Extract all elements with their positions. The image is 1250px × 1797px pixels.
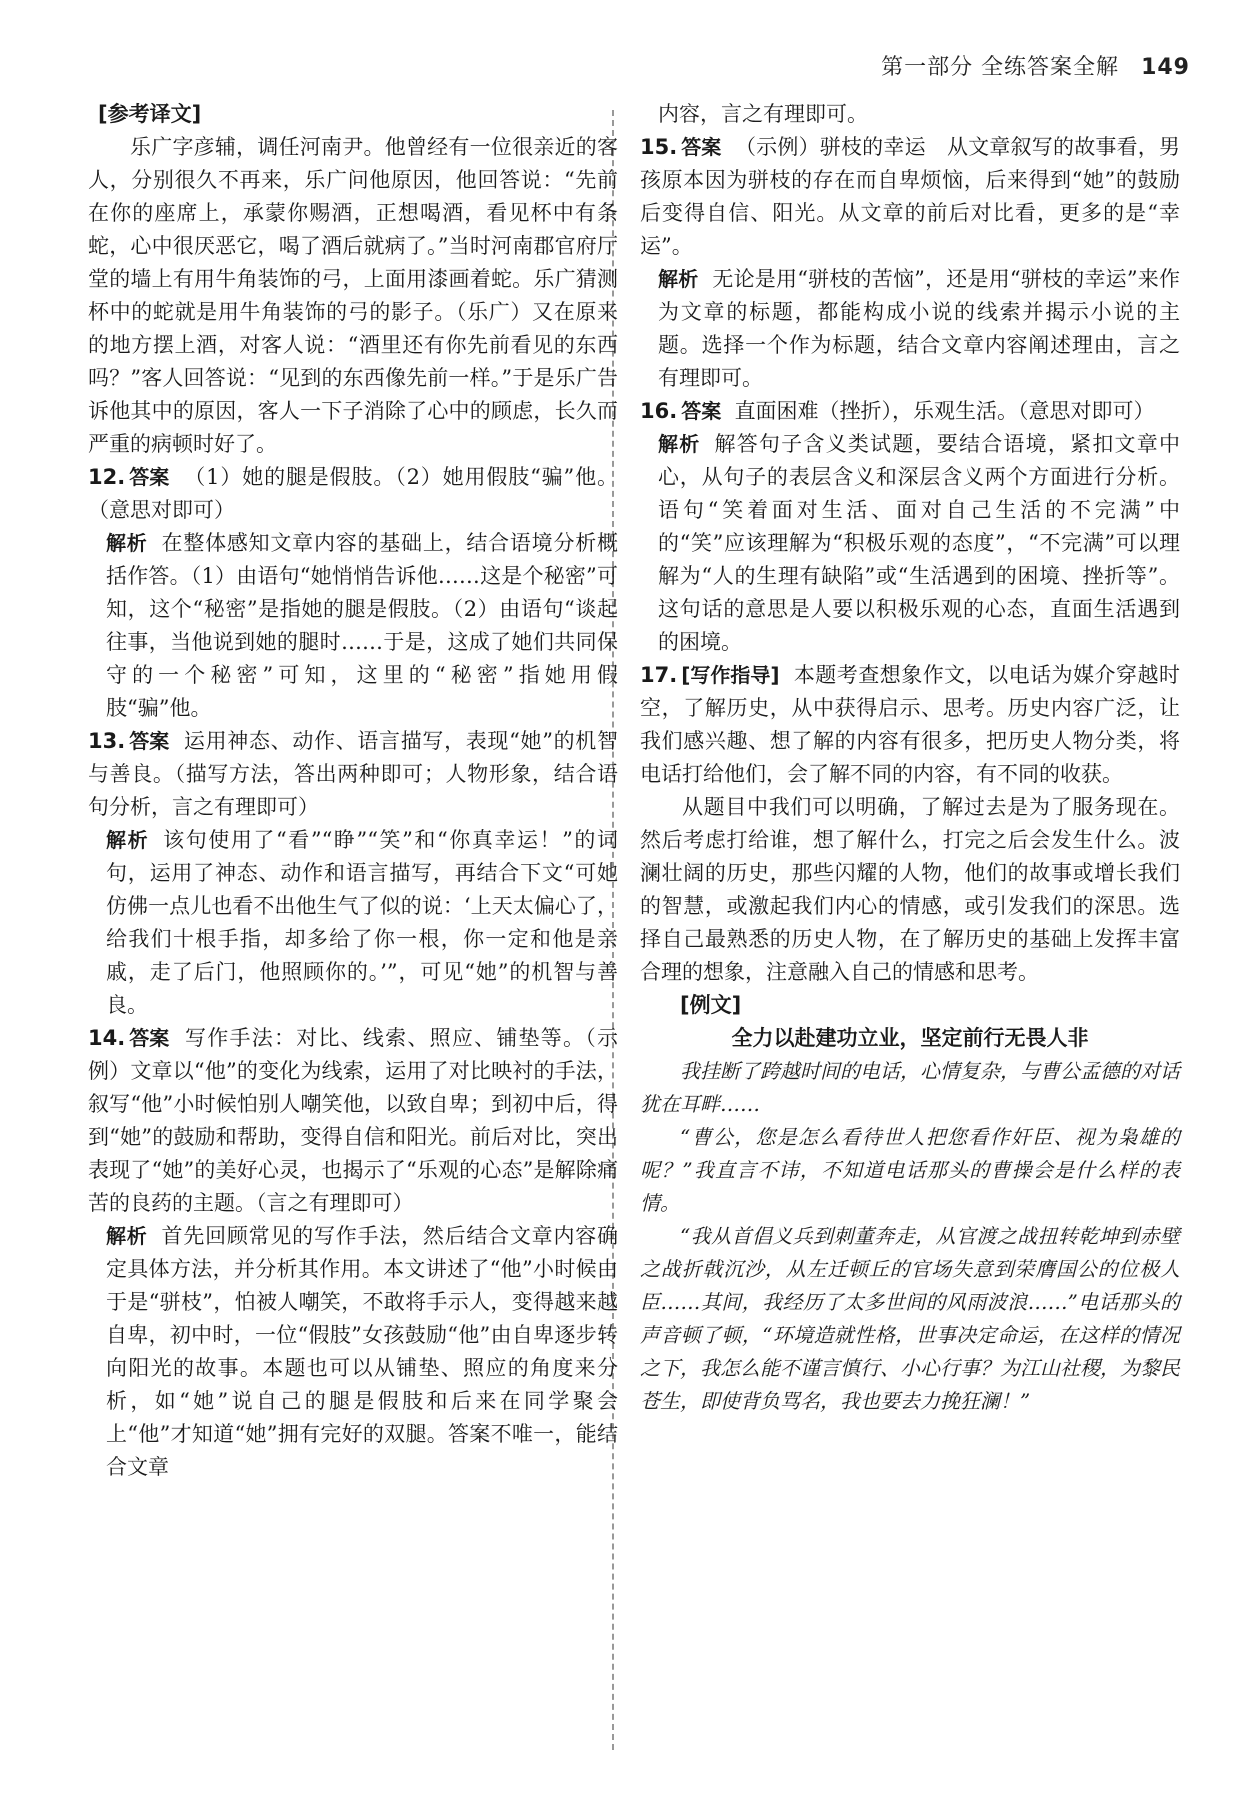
analysis-text: 在整体感知文章内容的基础上，结合语境分析概括作答。（1）由语句“她悄悄告诉他……这是个秘密”可知，这个“秘密”是指她的腿是假肢。（2）由语句“谈起往事，当他说到她的腿时……于是，这成了她们共同保守的一个秘密”可知，这里的“秘密”指她用假肢“骗”他。 xyxy=(106,531,618,720)
question-13-analysis xyxy=(88,824,618,1022)
question-number: 12. xyxy=(88,465,126,489)
analysis-text: 无论是用“骈枝的苦恼”，还是用“骈枝的幸运”来作为文章的标题，都能构成小说的线索并揭示小说的主题。选择一个作为标题，结合文章内容阐述理由，言之有理即可。 xyxy=(658,267,1180,390)
answer-text: 直面困难（挫折），乐观生活。（意思对即可） xyxy=(734,399,1155,423)
answer-text: （1）她的腿是假肢。（2）她用假肢“骗”他。（意思对即可） xyxy=(88,465,618,522)
analysis-label: 解析 xyxy=(658,267,699,291)
answer-label: 答案 xyxy=(681,399,722,423)
question-number: 15. xyxy=(640,135,678,159)
reference-translation-text: 乐广字彦辅，调任河南尹。他曾经有一位很亲近的客人，分别很久不再来，乐广问他原因，他回答说：“先前在你的座席上，承蒙你赐酒，正想喝酒，看见杯中有条蛇，心中很厌恶它，喝了酒后就病了。”当时河南郡官府厅堂的墙上有用牛角装饰的弓，上面用漆画着蛇。乐广猜测杯中的蛇就是用牛角装饰的弓的影子。（乐广）又在原来的地方摆上酒，对客人说：“酒里还有你先前看见的东西吗？”客人回答说：“见到的东西像先前一样。”于是乐广告诉他其中的原因，客人一下子消除了心中的顾虑，长久而严重的病顿时好了。 xyxy=(88,135,618,456)
example-essay-paragraph-1: 我挂断了跨越时间的电话，心情复杂，与曹公孟德的对话犹在耳畔…… xyxy=(640,1059,1180,1116)
answer-label: 答案 xyxy=(129,729,170,753)
example-essay-paragraph-2: “曹公，您是怎么看待世人把您看作奸臣、视为枭雄的呢？”我直言不讳，不知道电话那头的曹操会是什么样的表情。 xyxy=(640,1125,1180,1215)
question-12-analysis xyxy=(88,527,618,725)
question-13-answer xyxy=(88,725,618,824)
right-column xyxy=(640,98,1180,1418)
answer-label: 答案 xyxy=(129,1026,170,1050)
question-14-answer xyxy=(88,1022,618,1220)
analysis-label: 解析 xyxy=(106,1224,148,1248)
continued-text: 内容，言之有理即可。 xyxy=(658,102,868,126)
question-15-analysis xyxy=(640,263,1180,395)
question-15-answer xyxy=(640,131,1180,263)
header-section: 第一部分 全练答案全解 xyxy=(881,55,1120,80)
question-14-analysis xyxy=(88,1220,618,1484)
answer-text: 运用神态、动作、语言描写，表现“她”的机智与善良。（描写方法，答出两种即可；人物形象，结合语句分析，言之有理即可） xyxy=(88,729,618,819)
analysis-label: 解析 xyxy=(106,828,150,852)
example-essay-title: 全力以赴建功立业，坚定前行无畏人非 xyxy=(731,1026,1089,1050)
example-essay-label: [例文] xyxy=(680,993,742,1017)
question-number: 16. xyxy=(640,399,678,423)
reference-translation-title: [参考译文] xyxy=(98,102,202,126)
page-header xyxy=(881,50,1190,81)
analysis-text: 解答句子含义类试题，要结合语境，紧扣文章中心，从句子的表层含义和深层含义两个方面进行分析。语句“笑着面对生活、面对自己生活的不完满”中的“笑”应该理解为“积极乐观的态度”，“不完满”可以理解为“人的生理有缺陷”或“生活遇到的困境、挫折等”。这句话的意思是人要以积极乐观的心态，直面生活遇到的困境。 xyxy=(658,432,1181,654)
question-number: 13. xyxy=(88,729,126,753)
question-12-answer xyxy=(88,461,618,527)
analysis-label: 解析 xyxy=(658,432,701,456)
writing-guide-text-2: 从题目中我们可以明确，了解过去是为了服务现在。然后考虑打给谁，想了解什么，打完之后会发生什么。波澜壮阔的历史，那些闪耀的人物，他们的故事或增长我们的智慧，或激起我们内心的情感，或引发我们的深思。选择自己最熟悉的历史人物，在了解历史的基础上发挥丰富合理的想象，注意融入自己的情感和思考。 xyxy=(640,795,1180,984)
answer-text: 写作手法：对比、线索、照应、铺垫等。（示例）文章以“他”的变化为线索，运用了对比映衬的手法，叙写“他”小时候怕别人嘲笑他，以致自卑；到初中后，得到“她”的鼓励和帮助，变得自信和阳光。前后对比，突出表现了“她”的美好心灵，也揭示了“乐观的心态”是解除痛苦的良药的主题。（言之有理即可） xyxy=(88,1026,618,1215)
writing-guide-label: [写作指导] xyxy=(681,663,780,687)
writing-guide-text: 本题考查想象作文，以电话为媒介穿越时空，了解历史，从中获得启示、思考。历史内容广泛，让我们感兴趣、想了解的内容有很多，把历史人物分类，将电话打给他们，会了解不同的内容，有不同的收获。 xyxy=(640,663,1181,786)
left-column xyxy=(88,98,618,1484)
question-number: 14. xyxy=(88,1026,126,1050)
question-number: 17. xyxy=(640,663,678,687)
answer-text: （示例）骈枝的幸运 从文章叙写的故事看，男孩原本因为骈枝的存在而自卑烦恼，后来得到“她”的鼓励后变得自信、阳光。从文章的前后对比看，更多的是“幸运”。 xyxy=(640,135,1181,258)
page-number: 149 xyxy=(1141,55,1190,80)
analysis-text: 该句使用了“看”“睁”“笑”和“你真幸运！”的词句，运用了神态、动作和语言描写，再结合下文“可她仿佛一点儿也看不出他生气了似的说：‘上天太偏心了，给我们十根手指，却多给了你一根，你一定和他是亲戚，走了后门，他照顾你的。’”，可见“她”的机智与善良。 xyxy=(106,828,618,1017)
example-essay-paragraph-3: “我从首倡义兵到刺董奔走，从官渡之战扭转乾坤到赤壁之战折戟沉沙，从左迁顿丘的官场失意到荣膺国公的位极人臣……其间，我经历了太多世间的风雨波浪……”电话那头的声音顿了顿，“环境造就性格，世事决定命运，在这样的情况之下，我怎么能不谨言慎行、小心行事？为江山社稷，为黎民苍生，即使背负骂名，我也要去力挽狂澜！” xyxy=(640,1224,1180,1413)
answer-label: 答案 xyxy=(681,135,722,159)
analysis-label: 解析 xyxy=(106,531,148,555)
question-17-guide xyxy=(640,659,1180,791)
question-16-analysis xyxy=(640,428,1180,659)
analysis-text: 首先回顾常见的写作手法，然后结合文章内容确定具体方法，并分析其作用。本文讲述了“他”小时候由于是“骈枝”，怕被人嘲笑，不敢将手示人，变得越来越自卑，初中时，一位“假肢”女孩鼓励“他”由自卑逐步转向阳光的故事。本题也可以从铺垫、照应的角度来分析，如“她”说自己的腿是假肢和后来在同学聚会上“他”才知道“她”拥有完好的双腿。答案不唯一，能结合文章 xyxy=(106,1224,618,1479)
answer-label: 答案 xyxy=(129,465,170,489)
question-16-answer xyxy=(640,395,1180,428)
